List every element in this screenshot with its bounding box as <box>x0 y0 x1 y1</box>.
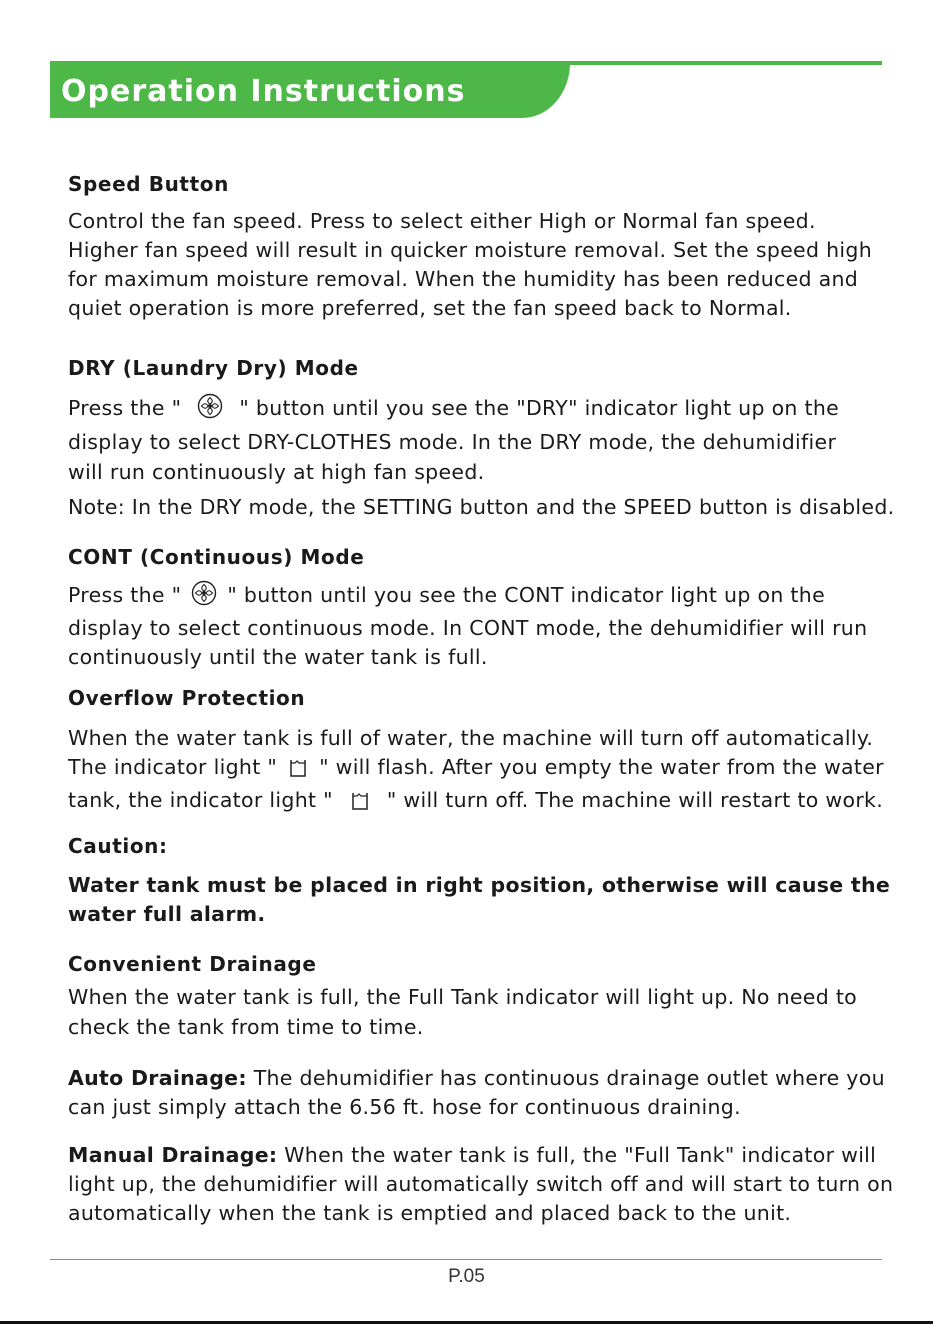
dry-heading: DRY (Laundry Dry) Mode <box>68 356 359 380</box>
drainage-section <box>68 951 903 1042</box>
page-number: P.05 <box>448 1266 485 1287</box>
speed-text-line: Higher fan speed will result in quicker moisture removal. Set the speed high <box>68 238 872 262</box>
caution-section <box>68 833 903 929</box>
speed-section <box>68 171 903 323</box>
dry-section <box>68 355 903 522</box>
mode-button-icon <box>197 393 223 427</box>
overflow-text-line: tank, the indicator light " " will turn off. The machine will restart to work. <box>68 786 903 819</box>
overflow-heading: Overflow Protection <box>68 686 306 710</box>
auto-drainage-text-line: Auto Drainage: The dehumidifier has continuous drainage outlet where you <box>68 1066 885 1090</box>
full-tank-icon <box>351 790 369 819</box>
overflow-section <box>68 685 903 819</box>
overflow-text-line: The indicator light " " will flash. After you empty the water from the water <box>68 753 903 786</box>
speed-text-line: quiet operation is more preferred, set the fan speed back to Normal. <box>68 296 792 320</box>
manual-drainage-text-line: light up, the dehumidifier will automatically switch off and will start to turn on <box>68 1172 894 1196</box>
auto-drainage-text-line: can just simply attach the 6.56 ft. hose for continuous draining. <box>68 1095 741 1119</box>
manual-drainage-text-line: automatically when the tank is emptied and placed back to the unit. <box>68 1201 792 1225</box>
manual-drainage-text-line: Manual Drainage: When the water tank is full, the "Full Tank" indicator will <box>68 1143 877 1167</box>
speed-heading: Speed Button <box>68 172 229 196</box>
cont-text-line: continuously until the water tank is full. <box>68 645 488 669</box>
page-title: Operation Instructions <box>61 74 466 109</box>
cont-text-line: Press the " " button until you see the CONT indicator light up on the <box>68 580 903 614</box>
drainage-text-line: When the water tank is full, the Full Tank indicator will light up. No need to <box>68 985 858 1009</box>
dry-text-line: will run continuously at high fan speed. <box>68 460 485 484</box>
caution-heading: Caution: <box>68 834 168 858</box>
full-tank-icon <box>289 757 307 786</box>
mode-button-icon <box>191 580 217 614</box>
caution-text-line: water full alarm. <box>68 902 266 926</box>
cont-text-line: display to select continuous mode. In CONT mode, the dehumidifier will run <box>68 616 868 640</box>
manual-drainage-label: Manual Drainage: <box>68 1143 278 1167</box>
overflow-text-line: When the water tank is full of water, the machine will turn off automatically. <box>68 726 874 750</box>
dry-text-line: display to select DRY-CLOTHES mode. In the DRY mode, the dehumidifier <box>68 430 837 454</box>
dry-note: Note: In the DRY mode, the SETTING button and the SPEED button is disabled. <box>68 495 895 519</box>
cont-section <box>68 544 903 672</box>
auto-drainage-label: Auto Drainage: <box>68 1066 247 1090</box>
auto-drainage-section <box>68 1064 903 1122</box>
speed-text-line: for maximum moisture removal. When the humidity has been reduced and <box>68 267 859 291</box>
dry-text-line: Press the " " button until you see the "DRY" indicator light up on the <box>68 393 903 427</box>
cont-heading: CONT (Continuous) Mode <box>68 545 365 569</box>
drainage-text-line: check the tank from time to time. <box>68 1015 424 1039</box>
caution-text-line: Water tank must be placed in right position, otherwise will cause the <box>68 873 891 897</box>
manual-drainage-section <box>68 1141 903 1228</box>
footer-rule <box>50 1259 882 1260</box>
drainage-heading: Convenient Drainage <box>68 952 317 976</box>
speed-text-line: Control the fan speed. Press to select either High or Normal fan speed. <box>68 209 816 233</box>
